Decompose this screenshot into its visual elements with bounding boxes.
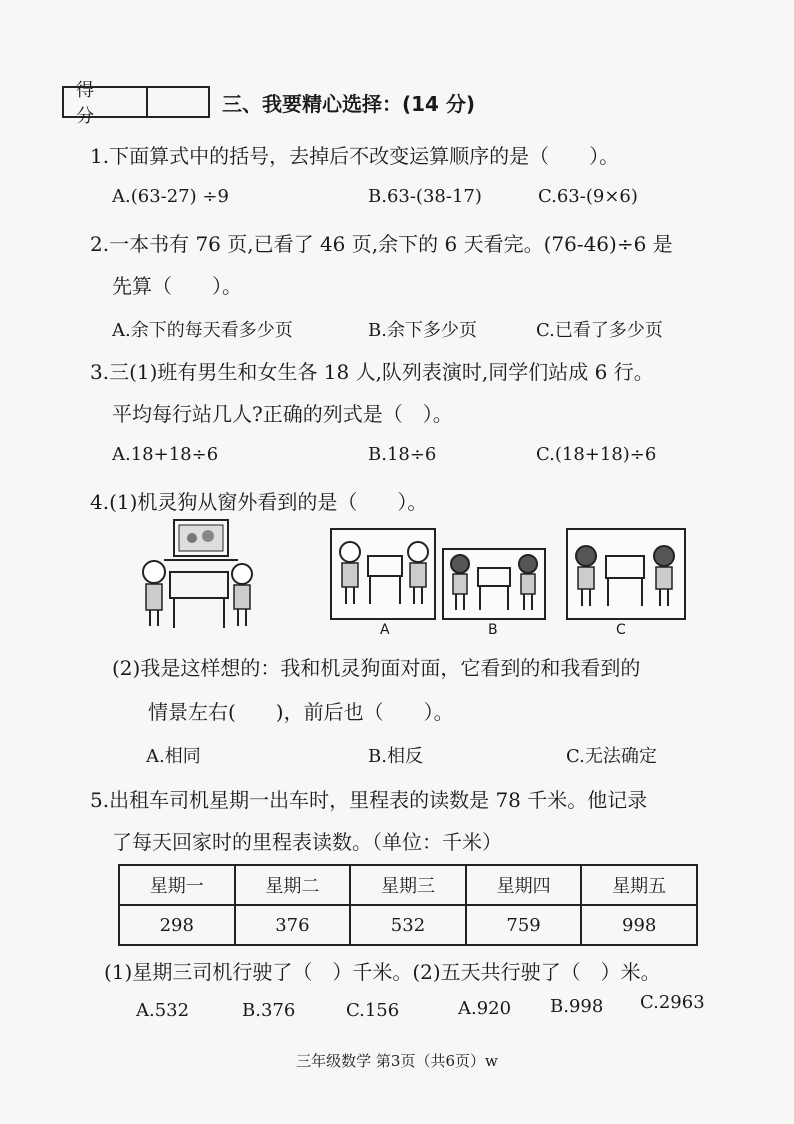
table-row [119,905,697,945]
q3-option-c: C.(18+18)÷6 [536,444,657,465]
table-header-cell: 星期一 [119,865,235,905]
picture-a-illustration [332,530,434,618]
score-blank [148,88,208,116]
q3-stem-line2: 平均每行站几人?正确的列式是（ ）。 [112,402,453,426]
q4-sub2-line1: (2)我是这样想的：我和机灵狗面对面，它看到的和我看到的 [112,656,641,680]
score-box [62,80,210,127]
table-header-cell: 星期四 [466,865,582,905]
picture-c-label: C [616,622,626,638]
q3-stem-line1: 3.三(1)班有男生和女生各 18 人,队列表演时,同学们站成 6 行。 [90,360,654,384]
q1-option-b: B.63-(38-17) [368,186,482,207]
table-cell: 298 [119,905,235,945]
q5-option-1a: A.532 [136,1000,190,1021]
q5-sub: (1)星期三司机行驶了（ ）千米。(2)五天共行驶了（ ）米。 [104,960,661,984]
q1-stem: 1.下面算式中的括号，去掉后不改变运算顺序的是（ ）。 [90,144,620,168]
q4-stem: 4.(1)机灵狗从窗外看到的是（ ）。 [90,490,428,514]
table-header-cell: 星期五 [581,865,697,905]
q3-option-a: A.18+18÷6 [112,444,219,465]
q2-option-b: B.余下多少页 [368,320,477,341]
q2-stem-line2: 先算（ ）。 [112,274,242,298]
q1-option-a: A.(63-27) ÷9 [112,186,229,207]
q5-option-1c: C.156 [346,1000,400,1021]
odometer-table [118,864,698,946]
picture-b-illustration [444,550,544,618]
table-cell: 532 [350,905,466,945]
q5-option-2a: A.920 [458,998,512,1019]
q1-option-c: C.63-(9×6) [538,186,638,207]
q4-option-a: A.相同 [146,746,201,767]
picture-c-frame [566,528,686,620]
table-header-cell: 星期三 [350,865,466,905]
section-title: 三、我要精心选择：(14 分) [222,92,476,116]
score-label: 得 分 [64,88,148,116]
table-header-row [119,865,697,905]
picture-a-frame [330,528,436,620]
table-cell: 759 [466,905,582,945]
q3-option-b: B.18÷6 [368,444,437,465]
q5-stem-line2: 了每天回家时的里程表读数。（单位：千米） [112,830,502,854]
q5-stem-line1: 5.出租车司机星期一出车时，里程表的读数是 78 千米。他记录 [90,788,648,812]
q2-stem-line1: 2.一本书有 76 页,已看了 46 页,余下的 6 天看完。(76-46)÷6 是 [90,232,673,256]
q5-option-1b: B.376 [242,1000,296,1021]
table-header-cell: 星期二 [235,865,351,905]
picture-a-label: A [380,622,390,638]
table-cell: 998 [581,905,697,945]
table-cell: 376 [235,905,351,945]
picture-b-frame [442,548,546,620]
q4-option-c: C.无法确定 [566,746,657,767]
picture-c-illustration [568,530,684,618]
q4-option-b: B.相反 [368,746,423,767]
q4-sub2-line2: 情景左右( )，前后也（ ）。 [148,700,454,724]
q2-option-c: C.已看了多少页 [536,320,663,341]
classroom-scene-illustration [134,516,264,634]
picture-b-label: B [488,622,498,638]
q5-option-2c: C.2963 [640,992,705,1013]
q5-option-2b: B.998 [550,996,604,1017]
q2-option-a: A.余下的每天看多少页 [112,320,293,341]
page-footer: 三年级数学 第3页（共6页）w [296,1052,498,1070]
